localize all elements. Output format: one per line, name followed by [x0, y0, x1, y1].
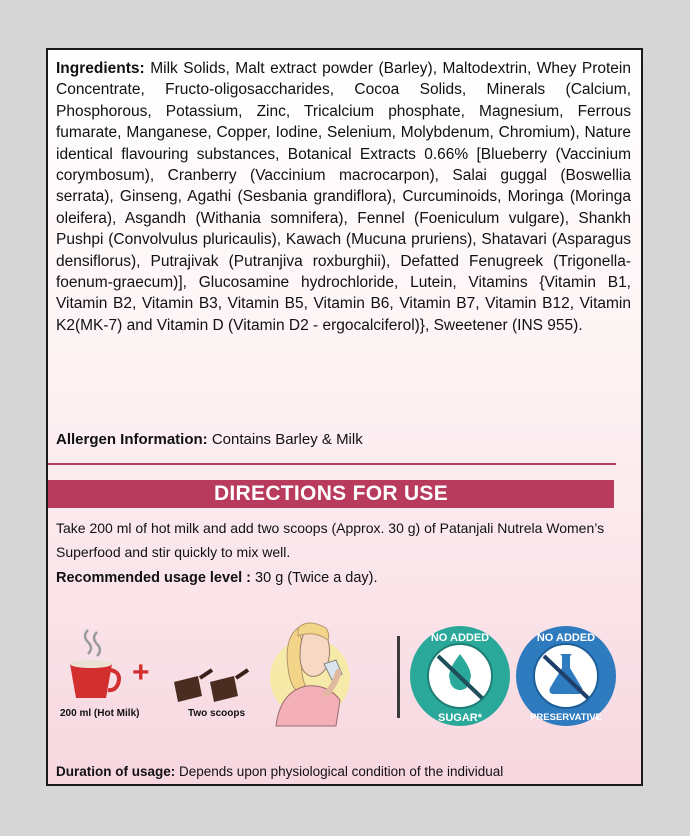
directions-text: Take 200 ml of hot milk and add two scoops (Approx. 30 g) of Patanjali Nutrela Women’s Superfood and stir quickly to mix well. — [56, 520, 605, 560]
ingredients-paragraph — [56, 58, 631, 336]
usage-label: Recommended usage level : — [56, 570, 252, 586]
sugar-badge-bottom-text: SUGAR* — [437, 712, 483, 724]
preservative-badge-top-text: NO ADDED — [536, 632, 596, 644]
duration-of-usage — [56, 764, 503, 779]
allergen-info — [56, 431, 363, 448]
duration-label: Duration of usage: — [56, 764, 176, 779]
ingredients-label: Ingredients: — [56, 60, 145, 77]
plus-sign: + — [132, 656, 150, 689]
usage-text: 30 g (Twice a day). — [251, 570, 378, 586]
usage-level — [56, 570, 378, 586]
no-added-preservative-badge — [514, 624, 618, 728]
allergen-label: Allergen Information: — [56, 431, 208, 448]
hot-milk-caption: 200 ml (Hot Milk) — [60, 708, 140, 719]
hot-milk-cup-icon — [64, 628, 124, 703]
duration-text: Depends upon physiological condition of the individual — [175, 764, 504, 779]
ingredients-text: Milk Solids, Malt extract powder (Barley), Maltodextrin, Whey Protein Concentrate, Fructo-oligosaccharides, Cocoa Solids, Minerals (Calcium, Phosphorous, Potassium, Zinc, Tricalcium phosphate, Magnesium, Ferrous fumarate, Manganese, Copper, Iodine, Selenium, Molybdenum, Chromium), Nature identical flavouring substances, Botanical Extracts 0.66% [Blueberry (Vaccinium corymbosum), Cranberry (Vaccinium macrocarpon), Salai guggal (Boswellia serrata), Ginseng, Agathi (Sesbania grandiflora), Curcuminoids, Moringa (Moringa oleifera), Asgandh (Withania somnifera), Fennel (Foeniculum vulgare), Shankh Pushpi (Convolvulus pluricaulis), Kawach (Mucuna pruriens), Shatavari (Asparagus densiflorus), Putrajivak (Putranjiva roxburghii), Defatted Fenugreek (Trigonella-foenum-graecum)], Glucosamine hydrochloride, Lutein, Vitamins {Vitamin B1, Vitamin B2, Vitamin B3, Vitamin B5, Vitamin B6, Vitamin B7, Vitamin B12, Vitamin K2(MK-7) and Vitamin D (Vitamin D2 - ergocalciferol)}, Sweetener (INS 955). — [56, 60, 631, 334]
two-scoops-caption: Two scoops — [188, 708, 246, 719]
icons-divider — [397, 636, 400, 718]
woman-drinking-icon — [268, 616, 378, 728]
directions-banner: DIRECTIONS FOR USE — [48, 480, 614, 508]
sugar-badge-top-text: NO ADDED — [430, 632, 490, 644]
label-panel — [46, 48, 643, 786]
two-scoops-icon — [172, 662, 250, 702]
section-divider — [48, 463, 616, 465]
allergen-text: Contains Barley & Milk — [207, 431, 363, 448]
preservative-badge-bottom-text: PRESERVATIVE — [530, 712, 602, 723]
no-added-sugar-badge — [408, 624, 512, 728]
